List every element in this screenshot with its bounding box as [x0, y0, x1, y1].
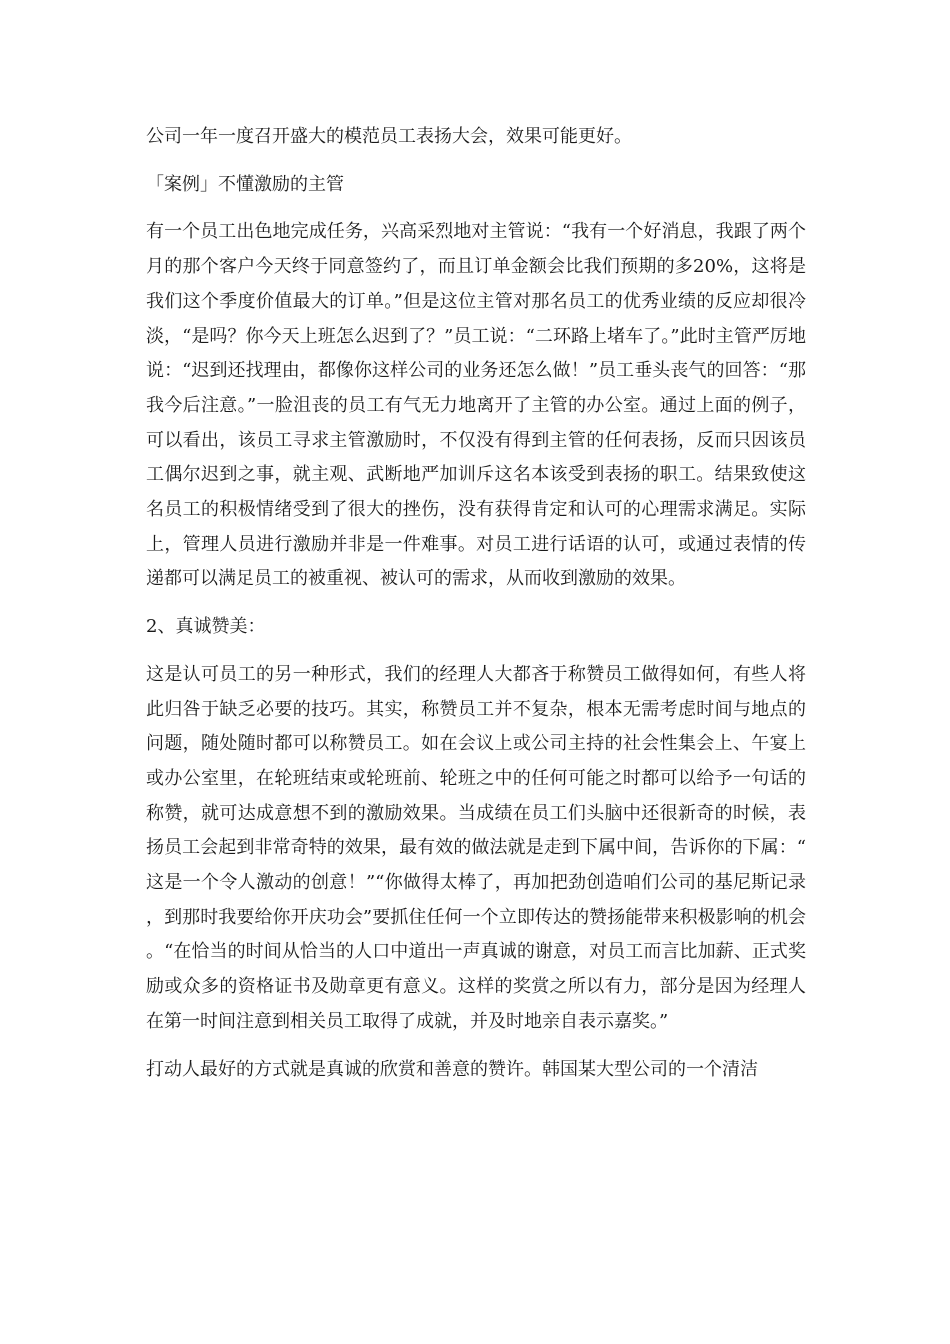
document-body [146, 120, 806, 1100]
paragraph-intro-ending: 公司一年一度召开盛大的模范员工表扬大会，效果可能更好。 [146, 126, 632, 147]
section-heading-sincere-praise: 2、真诚赞美： [146, 616, 266, 638]
paragraph-final-truncated: 打动人最好的方式就是真诚的欣赏和善意的赞许。韩国某大型公司的一个清洁 [146, 1058, 758, 1080]
paragraph-case-story: 有一个员工出色地完成任务，兴高采烈地对主管说：“我有一个好消息，我跟了两个月的那个客户今天终于同意签约了，而且订单金额会比我们预期的多20%，这将是我们这个季度价值最大的订单。”但是这位主管对那名员工的优秀业绩的反应却很冷淡，“是吗？你今天上班怎么迟到了？”员工说：“二环路上堵车了。”此时主管严厉地说：“迟到还找理由，都像你这样公司的业务还怎么做！”员工垂头丧气的回答：“那我今后注意。”一脸沮丧的员工有气无力地离开了主管的办公室。通过上面的例子，可以看出，该员工寻求主管激励时，不仅没有得到主管的任何表扬，反而只因该员工偶尔迟到之事，就主观、武断地严加训斥这名本该受到表扬的职工。结果致使这名员工的积极情绪受到了很大的挫伤，没有获得肯定和认可的心理需求满足。实际上，管理人员进行激励并非是一件难事。对员工进行话语的认可，或通过表情的传递都可以满足员工的被重视、被认可的需求，从而收到激励的效果。 [146, 221, 806, 590]
case-heading: 「案例」不懂激励的主管 [146, 173, 344, 195]
paragraph-praise-explanation: 这是认可员工的另一种形式，我们的经理人大都吝于称赞员工做得如何，有些人将此归咎于缺乏必要的技巧。其实，称赞员工并不复杂，根本无需考虑时间与地点的问题，随处随时都可以称赞员工。如在会议上或公司主持的社会性集会上、午宴上或办公室里，在轮班结束或轮班前、轮班之中的任何可能之时都可以给予一句话的称赞，就可达成意想不到的激励效果。当成绩在员工们头脑中还很新奇的时候，表扬员工会起到非常奇特的效果，最有效的做法就是走到下属中间，告诉你的下属：“这是一个令人激动的创意！”“你做得太棒了，再加把劲创造咱们公司的基尼斯记录，到那时我要给你开庆功会”要抓住任何一个立即传达的赞扬能带来积极影响的机会。“在恰当的时间从恰当的人口中道出一声真诚的谢意，对员工而言比加薪、正式奖励或众多的资格证书及勋章更有意义。这样的奖赏之所以有力，部分是因为经理人在第一时间注意到相关员工取得了成就，并及时地亲自表示嘉奖。” [146, 663, 806, 1032]
